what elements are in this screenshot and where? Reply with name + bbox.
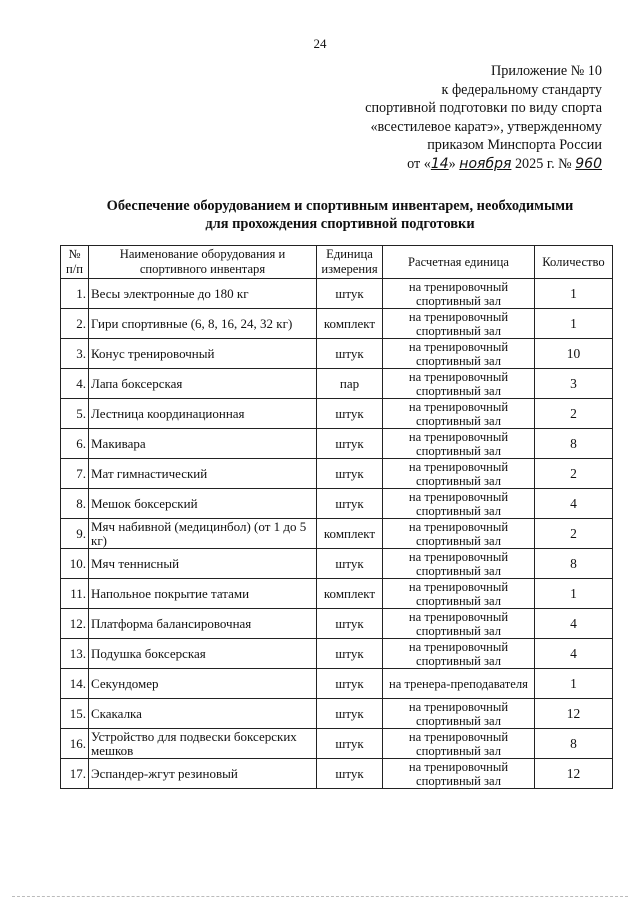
cell-name: Мешок боксерский bbox=[89, 489, 317, 519]
cell-unit: штук bbox=[317, 639, 383, 669]
header-unit: Единица измерения bbox=[317, 246, 383, 279]
cell-num: 9. bbox=[61, 519, 89, 549]
annex-line-5: приказом Минспорта России bbox=[427, 137, 602, 154]
cell-basis: на тренировочный спортивный зал bbox=[383, 549, 535, 579]
cell-qty: 3 bbox=[535, 369, 613, 399]
cell-unit: штук bbox=[317, 729, 383, 759]
table-row bbox=[61, 339, 613, 369]
cell-qty: 1 bbox=[535, 579, 613, 609]
cell-unit: штук bbox=[317, 759, 383, 789]
cell-qty: 4 bbox=[535, 489, 613, 519]
cell-basis: на тренировочный спортивный зал bbox=[383, 609, 535, 639]
order-number: 960 bbox=[575, 155, 602, 172]
table-row bbox=[61, 309, 613, 339]
table-header-row bbox=[61, 246, 613, 279]
date-separator: » bbox=[448, 155, 456, 172]
cell-qty: 12 bbox=[535, 759, 613, 789]
cell-name: Скакалка bbox=[89, 699, 317, 729]
cell-basis: на тренировочный спортивный зал bbox=[383, 639, 535, 669]
cell-unit: комплект bbox=[317, 519, 383, 549]
cell-num: 4. bbox=[61, 369, 89, 399]
cell-num: 10. bbox=[61, 549, 89, 579]
cell-basis: на тренировочный спортивный зал bbox=[383, 309, 535, 339]
cell-name: Секундомер bbox=[89, 669, 317, 699]
cell-unit: штук bbox=[317, 459, 383, 489]
table-row bbox=[61, 669, 613, 699]
cell-basis: на тренировочный спортивный зал bbox=[383, 699, 535, 729]
cell-unit: штук bbox=[317, 339, 383, 369]
page-bottom-divider bbox=[12, 896, 628, 897]
table-row bbox=[61, 579, 613, 609]
cell-qty: 2 bbox=[535, 399, 613, 429]
header-basis: Расчетная единица bbox=[383, 246, 535, 279]
table-row bbox=[61, 369, 613, 399]
header-qty: Количество bbox=[535, 246, 613, 279]
cell-num: 5. bbox=[61, 399, 89, 429]
cell-qty: 8 bbox=[535, 549, 613, 579]
cell-name: Мяч теннисный bbox=[89, 549, 317, 579]
table-row bbox=[61, 279, 613, 309]
cell-unit: штук bbox=[317, 549, 383, 579]
cell-qty: 4 bbox=[535, 609, 613, 639]
cell-name: Весы электронные до 180 кг bbox=[89, 279, 317, 309]
title-line-2: для прохождения спортивной подготовки bbox=[205, 216, 475, 232]
header-num: № п/п bbox=[61, 246, 89, 279]
equipment-table bbox=[60, 245, 613, 789]
table-row bbox=[61, 489, 613, 519]
cell-unit: штук bbox=[317, 609, 383, 639]
cell-name: Лестница координационная bbox=[89, 399, 317, 429]
document-title bbox=[60, 197, 620, 233]
title-line-1: Обеспечение оборудованием и спортивным инвентарем, необходимыми bbox=[106, 198, 574, 214]
table-row bbox=[61, 399, 613, 429]
cell-num: 16. bbox=[61, 729, 89, 759]
cell-num: 7. bbox=[61, 459, 89, 489]
cell-num: 2. bbox=[61, 309, 89, 339]
table-row bbox=[61, 459, 613, 489]
page-number: 24 bbox=[313, 36, 327, 51]
cell-qty: 4 bbox=[535, 639, 613, 669]
cell-basis: на тренировочный спортивный зал bbox=[383, 459, 535, 489]
cell-unit: штук bbox=[317, 279, 383, 309]
cell-qty: 2 bbox=[535, 459, 613, 489]
cell-name: Гири спортивные (6, 8, 16, 24, 32 кг) bbox=[89, 309, 317, 339]
cell-num: 17. bbox=[61, 759, 89, 789]
cell-name: Напольное покрытие татами bbox=[89, 579, 317, 609]
cell-qty: 8 bbox=[535, 729, 613, 759]
cell-basis: на тренировочный спортивный зал bbox=[383, 489, 535, 519]
cell-name: Устройство для подвески боксерских мешков bbox=[89, 729, 317, 759]
date-year-label: 2025 г. № bbox=[514, 155, 572, 172]
cell-name: Платформа балансировочная bbox=[89, 609, 317, 639]
table-row bbox=[61, 729, 613, 759]
cell-basis: на тренировочный спортивный зал bbox=[383, 519, 535, 549]
cell-qty: 1 bbox=[535, 309, 613, 339]
annex-line-3: спортивной подготовки по виду спорта bbox=[365, 100, 602, 117]
cell-name: Макивара bbox=[89, 429, 317, 459]
cell-unit: штук bbox=[317, 429, 383, 459]
annex-line-4: «всестилевое каратэ», утвержденному bbox=[370, 118, 602, 135]
table-row bbox=[61, 609, 613, 639]
annex-title: Приложение № 10 bbox=[491, 63, 602, 79]
cell-name: Лапа боксерская bbox=[89, 369, 317, 399]
annex-date-line bbox=[322, 155, 602, 174]
date-prefix: от « bbox=[407, 155, 431, 172]
cell-basis: на тренировочный спортивный зал bbox=[383, 399, 535, 429]
cell-basis: на тренировочный спортивный зал bbox=[383, 339, 535, 369]
cell-num: 12. bbox=[61, 609, 89, 639]
cell-num: 3. bbox=[61, 339, 89, 369]
cell-basis: на тренера-преподавателя bbox=[383, 669, 535, 699]
cell-basis: на тренировочный спортивный зал bbox=[383, 729, 535, 759]
cell-qty: 12 bbox=[535, 699, 613, 729]
cell-name: Мат гимнастический bbox=[89, 459, 317, 489]
table-row bbox=[61, 639, 613, 669]
cell-unit: комплект bbox=[317, 579, 383, 609]
cell-num: 11. bbox=[61, 579, 89, 609]
cell-name: Конус тренировочный bbox=[89, 339, 317, 369]
cell-unit: пар bbox=[317, 369, 383, 399]
cell-unit: комплект bbox=[317, 309, 383, 339]
cell-num: 14. bbox=[61, 669, 89, 699]
cell-basis: на тренировочный спортивный зал bbox=[383, 279, 535, 309]
table-row bbox=[61, 519, 613, 549]
cell-name: Мяч набивной (медицинбол) (от 1 до 5 кг) bbox=[89, 519, 317, 549]
cell-unit: штук bbox=[317, 399, 383, 429]
cell-basis: на тренировочный спортивный зал bbox=[383, 369, 535, 399]
cell-unit: штук bbox=[317, 489, 383, 519]
header-name: Наименование оборудования и спортивного инвентаря bbox=[89, 246, 317, 279]
annex-header bbox=[322, 62, 602, 174]
cell-num: 13. bbox=[61, 639, 89, 669]
cell-qty: 1 bbox=[535, 279, 613, 309]
cell-num: 6. bbox=[61, 429, 89, 459]
table-row bbox=[61, 699, 613, 729]
cell-name: Подушка боксерская bbox=[89, 639, 317, 669]
cell-unit: штук bbox=[317, 699, 383, 729]
table-row bbox=[61, 429, 613, 459]
cell-qty: 1 bbox=[535, 669, 613, 699]
cell-name: Эспандер-жгут резиновый bbox=[89, 759, 317, 789]
cell-basis: на тренировочный спортивный зал bbox=[383, 759, 535, 789]
cell-qty: 10 bbox=[535, 339, 613, 369]
cell-num: 15. bbox=[61, 699, 89, 729]
cell-unit: штук bbox=[317, 669, 383, 699]
annex-line-2: к федеральному стандарту bbox=[441, 81, 602, 98]
table-row bbox=[61, 549, 613, 579]
cell-basis: на тренировочный спортивный зал bbox=[383, 579, 535, 609]
date-month: ноября bbox=[459, 155, 512, 172]
table-row bbox=[61, 759, 613, 789]
cell-num: 8. bbox=[61, 489, 89, 519]
cell-num: 1. bbox=[61, 279, 89, 309]
date-day: 14 bbox=[430, 155, 449, 172]
cell-qty: 2 bbox=[535, 519, 613, 549]
cell-basis: на тренировочный спортивный зал bbox=[383, 429, 535, 459]
cell-qty: 8 bbox=[535, 429, 613, 459]
